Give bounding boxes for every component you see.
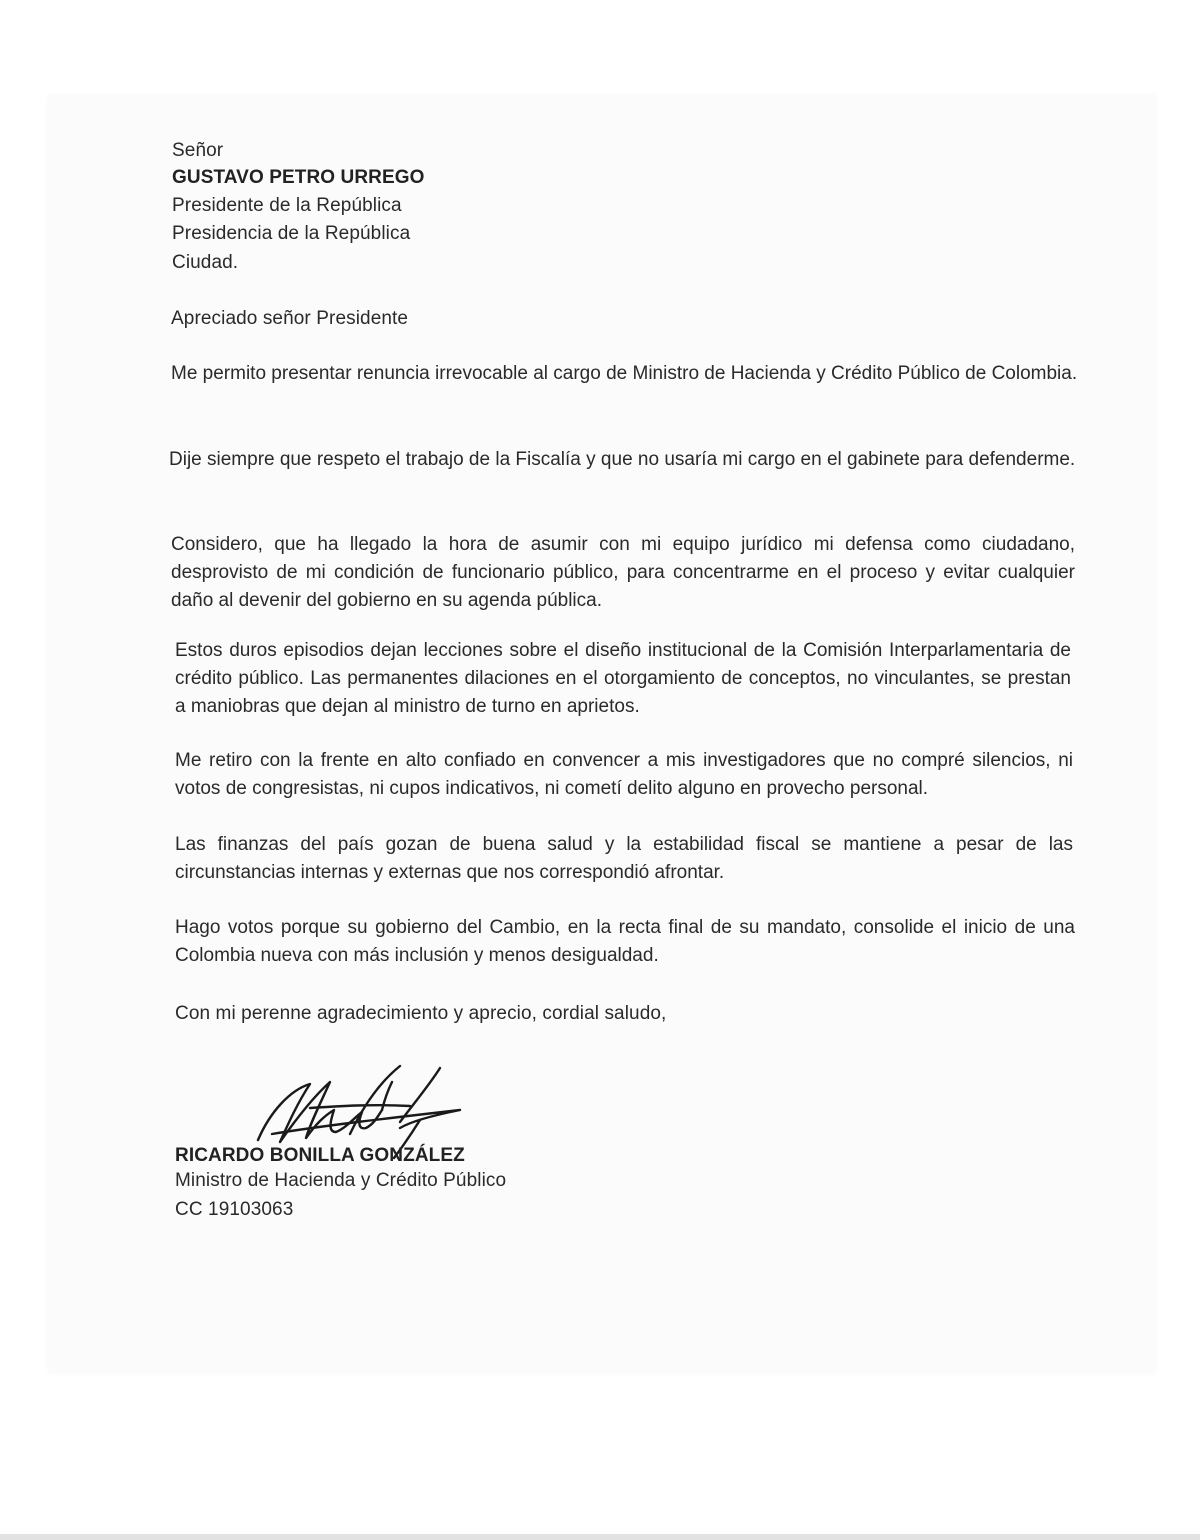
paragraph-finances: Las finanzas del país gozan de buena salud y la estabilidad fiscal se mantiene a pesar de las circunstancias internas y externas que nos correspondió afrontar. [175, 834, 1073, 883]
recipient-city: Ciudad. [172, 252, 239, 273]
paragraph-retirement: Me retiro con la frente en alto confiado en convencer a mis investigadores que no compré silencios, ni votos de congresistas, ni cupos indicativos, ni cometí delito alguno en provecho personal. [175, 750, 1073, 799]
signer-title: Ministro de Hacienda y Crédito Público [175, 1170, 507, 1191]
paragraph-fiscalia: Dije siempre que respeto el trabajo de la Fiscalía y que no usaría mi cargo en el gabinete para defenderme. [169, 449, 1076, 470]
paragraph-lessons: Estos duros episodios dejan lecciones sobre el diseño institucional de la Comisión Interparlamentaria de crédito público. Las permanentes dilaciones en el otorgamiento de conceptos, no vinculantes, se prestan a maniobras que dejan al ministro de turno en aprietos. [175, 640, 1071, 717]
paragraph-resignation: Me permito presentar renuncia irrevocable al cargo de Ministro de Hacienda y Crédito Público de Colombia. [171, 363, 1078, 384]
signer-id: CC 19103063 [175, 1199, 294, 1220]
closing: Con mi perenne agradecimiento y aprecio, cordial saludo, [175, 1003, 667, 1024]
paragraph-defense: Considero, que ha llegado la hora de asumir con mi equipo jurídico mi defensa como ciudadano, desprovisto de mi condición de funcionario público, para concentrarme en el proceso y evitar cualquier daño al devenir del gobierno en su agenda pública. [171, 534, 1075, 611]
recipient-name: GUSTAVO PETRO URREGO [172, 167, 425, 188]
signer-name: RICARDO BONILLA GONZÁLEZ [175, 1145, 465, 1166]
recipient-office: Presidencia de la República [172, 223, 411, 244]
bottom-edge [0, 1534, 1200, 1540]
paragraph-wishes: Hago votos porque su gobierno del Cambio, en la recta final de su mandato, consolide el inicio de una Colombia nueva con más inclusión y menos desigualdad. [175, 917, 1075, 966]
greeting: Apreciado señor Presidente [171, 308, 409, 329]
recipient-salutation: Señor [172, 140, 224, 161]
recipient-title: Presidente de la República [172, 195, 402, 216]
